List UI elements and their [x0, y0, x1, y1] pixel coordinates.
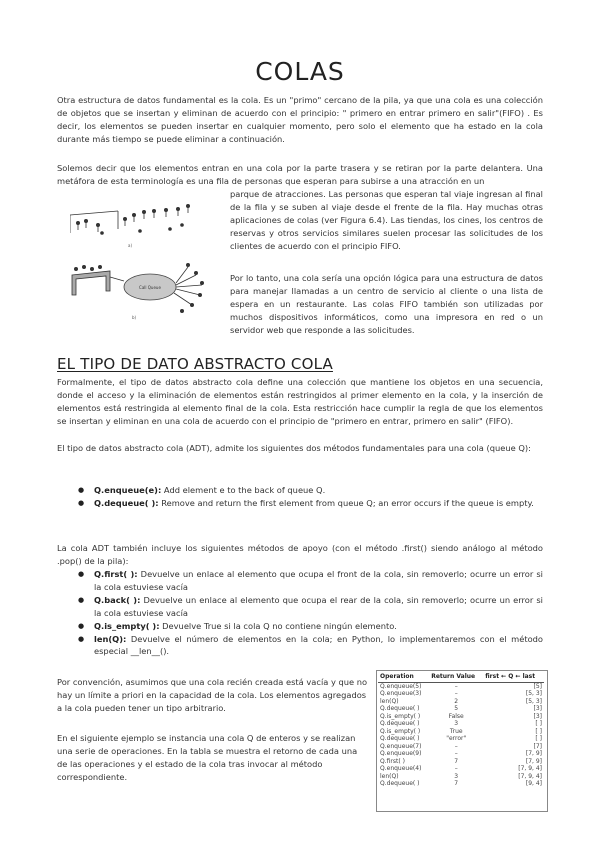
- table-cell: 7: [454, 757, 459, 765]
- table-cell: [5, 3]: [525, 697, 542, 705]
- method-desc: Add element e to the back of queue Q.: [161, 485, 326, 495]
- fundamental-methods-list: [78, 484, 543, 510]
- table-cell: len(Q): [380, 772, 399, 780]
- table-row: [378, 765, 544, 773]
- list-item: [78, 620, 543, 633]
- table-cell: "error": [446, 735, 467, 742]
- table-cell: [ ]: [535, 735, 542, 742]
- section-paragraph-1: Formalmente, el tipo de datos abstracto cola define una colección que mantiene los objetos en una secuencia, donde el acceso y la eliminación de elementos están restringidos al primer elemento en la cola, y la inserción de elementos está restringida al elemento final de la cola. Esta restricción hace cumplir la regla de que los elementos se insertan y eliminan en una cola de acuerdo con el principio de "primero en entrar, primero en salir" (FIFO).: [57, 377, 543, 426]
- people-queue-illustration: [70, 204, 190, 234]
- list-item: [78, 497, 543, 510]
- method-desc: Devuelve True si la cola Q no contiene ningún elemento.: [159, 620, 397, 631]
- table-cell: Q.dequeue( ): [380, 720, 420, 727]
- table-cell: [5, 3]: [525, 690, 542, 697]
- queue-figure: [70, 203, 220, 323]
- intro-paragraph-2: Solemos decir que los elementos entran en una cola por la parte trasera y se retiran por la parte delantera. Una metáfora de esta terminología es una fila de personas que esperan para subirse a una atracción en un: [57, 163, 543, 186]
- method-name: Q.dequeue( ):: [94, 497, 159, 508]
- table-cell: Q.dequeue( ): [380, 705, 420, 712]
- figure-label-a: a): [128, 243, 133, 248]
- table-cell: Q.dequeue( ): [380, 780, 420, 787]
- column-header: Return Value: [429, 672, 483, 682]
- table-row: [378, 720, 544, 728]
- table-row: [378, 780, 544, 788]
- call-center-illustration: [72, 263, 204, 312]
- table-row: [378, 758, 544, 766]
- column-header: first ← Q ← last: [483, 672, 544, 682]
- table-cell: Q.enqueue(7): [380, 742, 422, 750]
- method-desc: Devuelve un enlace al elemento que ocupa el front de la cola, sin removerlo; ocurre un error si la cola estuviese vacía: [94, 569, 543, 592]
- table-cell: Q.is_empty( ): [380, 727, 421, 735]
- table-row: [378, 705, 544, 713]
- table-cell: 7: [454, 780, 459, 787]
- table-cell: 3: [454, 720, 459, 727]
- table-cell: [9, 4]: [525, 780, 542, 787]
- method-desc: Devuelve un enlace al elemento que ocupa el rear de la cola, sin removerlo; ocurre un error si la cola estuviese vacía: [94, 594, 543, 618]
- method-name: Q.back( ):: [94, 594, 141, 605]
- list-item: [78, 594, 543, 620]
- table-cell: Q.enqueue(4): [380, 765, 422, 772]
- list-item: [78, 484, 543, 497]
- table-cell: 2: [454, 697, 459, 705]
- table-cell: [7, 9]: [525, 750, 542, 757]
- table-cell: True: [449, 727, 463, 735]
- method-name: Q.is_empty( ):: [94, 620, 160, 631]
- call-queue-label: Call Queue: [139, 285, 161, 290]
- table-cell: [7, 9]: [525, 757, 542, 765]
- table-row: [378, 698, 544, 706]
- table-row: [378, 728, 544, 736]
- section-paragraph-4: Por convención, asumimos que una cola recién creada está vacía y que no hay un límite a priori en la capacidad de la cola. Los elementos agregados a la cola pueden tener un tipo arbitrario.: [57, 677, 368, 713]
- method-desc: Remove and return the first element from queue Q; an error occurs if the queue is empty.: [158, 497, 534, 508]
- table-cell: [7]: [533, 742, 542, 750]
- method-desc: Devuelve el número de elementos en la cola; en Python, lo implementaremos con el método especial __len__().: [94, 633, 543, 657]
- intro-paragraph-2-cont: parque de atracciones. Las personas que esperan tal viaje ingresan al final de la fila y se suben al viaje desde el frente de la fila. Hay muchas otras aplicaciones de colas (ver Figura 6.4). Las tiendas, los cines, los centros de reservas y otros servicios similares suelen procesar las solicitudes de los clientes de acuerdo con el principio FIFO.: [230, 189, 543, 251]
- table-cell: [7, 9, 4]: [518, 765, 542, 772]
- page-title: COLAS: [255, 57, 345, 86]
- table-cell: [3]: [533, 705, 542, 712]
- table-cell: [3]: [533, 712, 542, 720]
- table-row: [378, 743, 544, 751]
- table-cell: –: [454, 742, 458, 750]
- section-paragraph-2: El tipo de datos abstracto cola (ADT), admite los siguientes dos métodos fundamentales para una cola (queue Q):: [57, 443, 531, 453]
- table-cell: 3: [454, 772, 459, 780]
- method-name: Q.first( ):: [94, 569, 138, 579]
- table-cell: False: [448, 712, 464, 720]
- table-cell: –: [454, 690, 458, 697]
- table-row: [378, 713, 544, 721]
- table-row: [378, 773, 544, 781]
- method-name: Q.enqueue(e):: [94, 485, 162, 495]
- intro-paragraph-1: Otra estructura de datos fundamental es la cola. Es un "primo" cercano de la pila, ya que una cola es una colección de objetos que se insertan y eliminan de acuerdo con el principio: " primero en entrar primero en salir"(FIFO) . Es decir, los elementos se pueden insertar en cualquier momento, pero solo el elemento que ha estado en la cola durante más tiempo se puede eliminar a continuación.: [57, 95, 543, 144]
- table-cell: Q.dequeue( ): [380, 735, 420, 742]
- table-header-row: [378, 672, 544, 682]
- table-cell: [7, 9, 4]: [518, 772, 542, 780]
- table-row: [378, 750, 544, 758]
- figure-label-b: b): [132, 315, 137, 320]
- section-heading: EL TIPO DE DATO ABSTRACTO COLA: [57, 355, 333, 373]
- table-cell: Q.enqueue(3): [380, 690, 422, 697]
- table-cell: 5: [454, 705, 459, 712]
- support-methods-list: [78, 568, 543, 658]
- method-name: len(Q):: [94, 633, 127, 644]
- column-header: Operation: [378, 672, 429, 682]
- list-item: [78, 633, 543, 659]
- table-cell: Q.is_empty( ): [380, 712, 421, 720]
- table-cell: Q.enqueue(9): [380, 750, 422, 757]
- intro-paragraph-3: Por lo tanto, una cola sería una opción lógica para una estructura de datos para manejar llamadas a un centro de servicio al cliente o una lista de espera en un restaurante. Las colas FIFO también son utilizadas por muchos dispositivos informáticos, como una impresora en red o un servidor web que responde a las solicitudes.: [230, 273, 543, 335]
- table-row: [378, 690, 544, 698]
- table-cell: Q.first( ): [380, 757, 405, 765]
- table-cell: –: [454, 750, 458, 757]
- operations-table: [378, 672, 544, 788]
- table-cell: len(Q): [380, 697, 399, 705]
- table-cell: Q.enqueue(5): [380, 682, 422, 690]
- table-row: [378, 682, 544, 690]
- section-paragraph-5: En el siguiente ejemplo se instancia una cola Q de enteros y se realizan una serie de operaciones. En la tabla se muestra el retorno de cada una de las operaciones y el estado de la cola tras invocar al método correspondiente.: [57, 733, 358, 782]
- section-paragraph-3: La cola ADT también incluye los siguientes métodos de apoyo (con el método .first() siendo análogo al método .pop() de la pila):: [57, 543, 543, 566]
- table-cell: [5]: [533, 682, 542, 690]
- list-item: [78, 568, 543, 594]
- table-cell: –: [454, 682, 458, 690]
- table-cell: –: [454, 765, 458, 772]
- table-cell: [ ]: [535, 720, 542, 727]
- table-row: [378, 735, 544, 743]
- table-cell: [ ]: [535, 727, 542, 735]
